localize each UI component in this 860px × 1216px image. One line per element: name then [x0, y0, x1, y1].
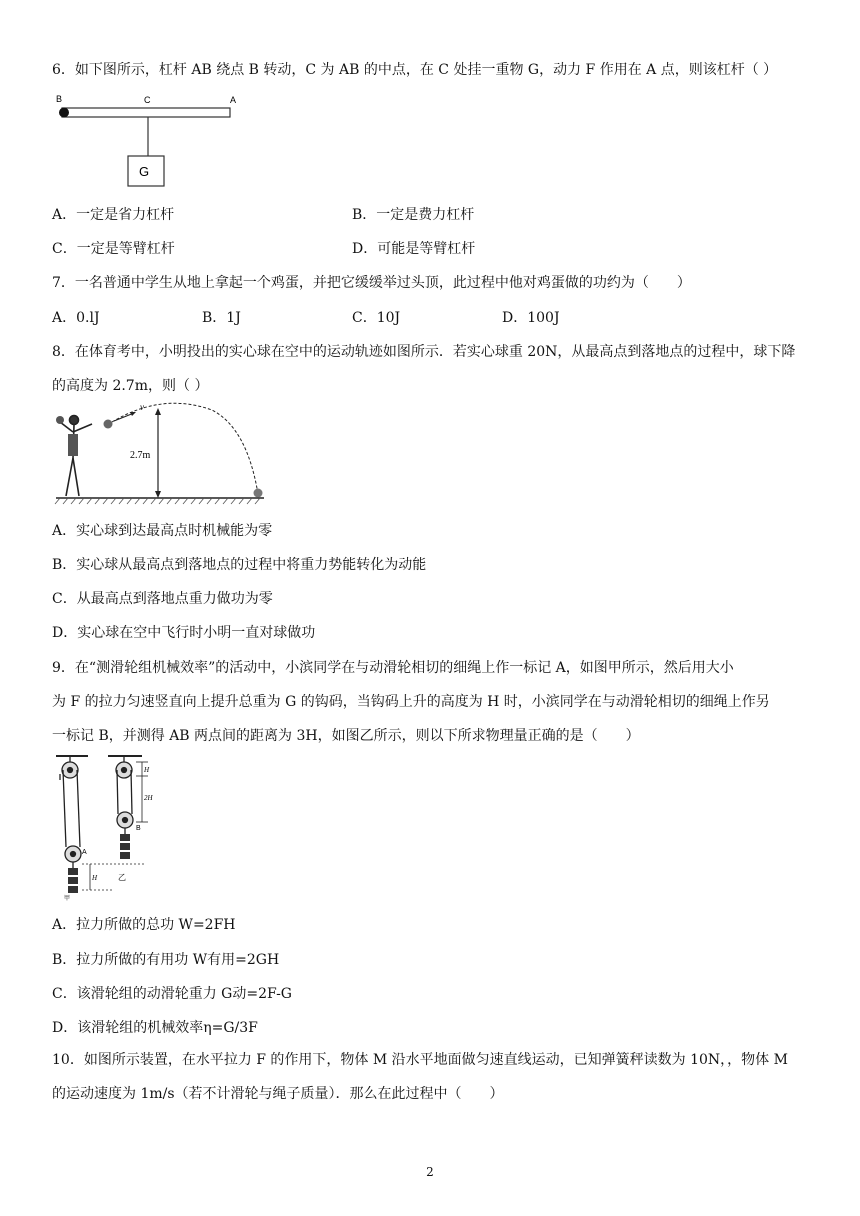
q7-option-c[interactable]: C．10J — [352, 310, 401, 326]
q9-option-d[interactable]: D．该滑轮组的机械效率η=G/3F — [52, 1020, 258, 1036]
pulley-diagram — [52, 752, 162, 902]
q8-stem-line2: 的高度为 2.7m，则（ ） — [52, 378, 209, 394]
weights-jia — [68, 868, 78, 893]
q8-option-d[interactable]: D．实心球在空中飞行时小明一直对球做功 — [52, 625, 316, 641]
q10-stem-line1: 10．如图所示装置，在水平拉力 F 的作用下，物体 M 沿水平地面做匀速直线运动，已知弹簧秤读数为 10N，，物体 M — [52, 1052, 788, 1068]
ball-in-hand — [56, 416, 64, 424]
q9-stem-line3: 一标记 B，并测得 AB 两点间的距离为 3H，如图乙所示，则以下所求物理量正确的是（ ） — [52, 728, 640, 744]
label-jia: 甲 — [64, 896, 71, 902]
trajectory-path — [112, 403, 258, 494]
pulley-setup-yi — [116, 756, 133, 834]
label-2h: 2H — [144, 794, 153, 802]
q8-option-b[interactable]: B．实心球从最高点到落地点的过程中将重力势能转化为动能 — [52, 557, 427, 573]
label-yi: 乙 — [118, 873, 126, 882]
lever-label-a: A — [230, 95, 237, 105]
lever-diagram — [52, 88, 252, 190]
q6-option-b[interactable]: B．一定是费力杠杆 — [352, 207, 475, 223]
q7-stem: 7．一名普通中学生从地上拿起一个鸡蛋，并把它缓缓举过头顶，此过程中他对鸡蛋做的功约为（ ） — [52, 275, 691, 291]
shot-put-diagram — [52, 398, 272, 510]
q8-stem-line1: 8．在体育考中，小明投出的实心球在空中的运动轨迹如图所示．若实心球重 20N，从最高点到落地点的过程中，球下降 — [52, 344, 796, 360]
q10-stem-line2: 的运动速度为 1m/s（若不计滑轮与绳子质量）．那么在此过程中（ ） — [52, 1086, 504, 1102]
label-h-bottom: H — [92, 874, 98, 882]
q6-option-c[interactable]: C．一定是等臂杠杆 — [52, 241, 175, 257]
q8-option-a[interactable]: A．实心球到达最高点时机械能为零 — [52, 523, 273, 539]
height-label: 2.7m — [130, 450, 151, 461]
page-number: 2 — [426, 1165, 434, 1179]
thrower-figure — [60, 416, 92, 497]
label-h-top: H — [144, 766, 150, 774]
ball-launch — [104, 420, 113, 429]
q7-option-b[interactable]: B．1J — [202, 310, 241, 326]
q9-option-a[interactable]: A．拉力所做的总功 W=2FH — [52, 917, 236, 933]
q8-option-c[interactable]: C．从最高点到落地点重力做功为零 — [52, 591, 273, 607]
q6-option-d[interactable]: D．可能是等臂杠杆 — [352, 241, 476, 257]
q9-stem-line2: 为 F 的拉力匀速竖直向上提升总重为 G 的钩码，当钩码上升的高度为 H 时，小滨同学在与动滑轮相切的细绳上作另 — [52, 694, 770, 710]
mark-a-label: A — [82, 849, 87, 856]
q9-option-c[interactable]: C．该滑轮组的动滑轮重力 G动=2F-G — [52, 986, 292, 1002]
q9-option-b[interactable]: B．拉力所做的有用功 W有用=2GH — [52, 952, 280, 968]
q9-stem-line1: 9．在“测滑轮组机械效率”的活动中，小滨同学在与动滑轮相切的细绳上作一标记 A，如图甲所示，然后用大小 — [52, 660, 734, 676]
lever-label-b: B — [56, 94, 63, 104]
pivot-b — [59, 108, 69, 118]
q6-stem: 6．如下图所示，杠杆 AB 绕点 B 转动，C 为 AB 的中点，在 C 处挂一重物 G，动力 F 作用在 A 点，则该杠杆（ ） — [52, 62, 778, 78]
ground-hatch — [55, 498, 260, 504]
velocity-arrow — [114, 413, 134, 421]
lever-bar — [62, 108, 230, 117]
velocity-label: v — [140, 402, 144, 412]
pulley-setup-jia — [60, 756, 81, 868]
ball-landing — [254, 489, 263, 498]
mark-b-label: B — [136, 825, 141, 832]
weight-label-g: G — [139, 164, 150, 179]
q7-option-a[interactable]: A．0.lJ — [52, 310, 100, 326]
lever-label-c: C — [144, 95, 151, 105]
weights-yi — [120, 834, 130, 859]
q7-option-d[interactable]: D．100J — [502, 310, 560, 326]
q6-option-a[interactable]: A．一定是省力杠杆 — [52, 207, 175, 223]
